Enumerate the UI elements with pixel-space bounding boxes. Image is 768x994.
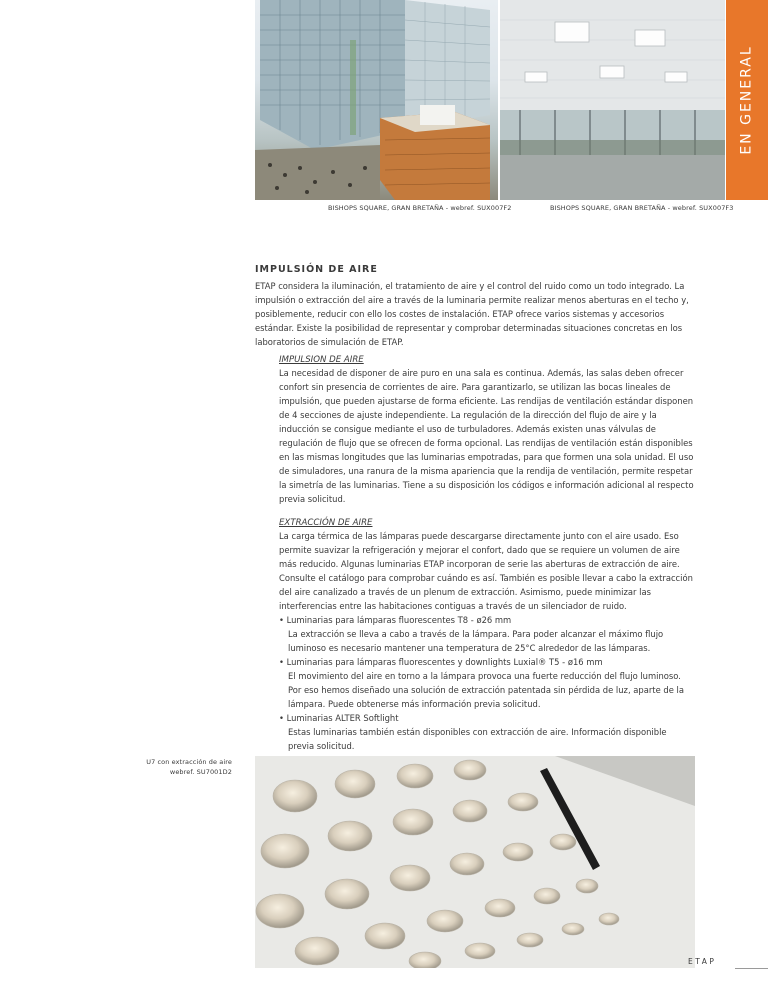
luminaire-illustration xyxy=(255,756,695,968)
luminaire-caption-line1: U7 con extracción de aire xyxy=(146,758,232,766)
footer-brand: ETAP xyxy=(688,957,717,966)
list-item-desc: La extracción se lleva a cabo a través de la lámpara. Para poder alcanzar el máximo flujo luminoso es necesario mantener una temperatura de 25°C alrededor de las lámparas. xyxy=(288,629,664,653)
footer-rule xyxy=(735,968,768,969)
office-interior-illustration xyxy=(500,0,725,200)
luminaire-caption-line2: webref. SU7001D2 xyxy=(169,768,232,776)
list-item-desc: El movimiento del aire en torno a la lámpara provoca una fuerte reducción del flujo luminoso. Por eso hemos diseñado una solución de extracción patentada sin pérdida de luz, aparte de la lámpara. Puede obtenerse más información previa solicitud. xyxy=(288,671,684,709)
list-item-title: • Luminarias para lámparas fluorescentes T8 - ø26 mm xyxy=(279,615,511,625)
section-title: IMPULSIÓN DE AIRE xyxy=(255,264,378,275)
luminaire-photo xyxy=(255,756,695,968)
list-item xyxy=(279,613,695,655)
impulsion-text: La necesidad de disponer de aire puro en una sala es continua. Además, las salas deben ofrecer confort sin presencia de corrientes de aire. Para garantizarlo, se utilizan las bocas lineales de impulsión, que pueden ajustarse de forma eficiente. Las rendijas de ventilación estándar disponen de 4 secciones de ajuste independiente. La regulación de la dirección del flujo de aire y la inducción se consigue mediante el uso de turbuladores. Además existen unas válvulas de regulación de flujo que se ofrecen de forma opcional. Las rendijas de ventilación están disponibles en las mismas longitudes que las luminarias empotradas, para que formen una sola unidad. El uso de simuladores, una ranura de la misma apariencia que la rendija de ventilación, permite respetar la simetría de las luminarias. Tiene a su disposición los códigos e información adicional al respecto previa solicitud. xyxy=(279,368,694,504)
building-illustration xyxy=(255,0,498,200)
list-item-title: • Luminarias ALTER Softlight xyxy=(279,713,399,723)
section-side-tab-label: EN GENERAL xyxy=(739,45,756,155)
section-intro: ETAP considera la iluminación, el tratamiento de aire y el control del ruido como un todo integrado. La impulsión o extracción del aire a través de la luminaria permite realizar menos aberturas en el techo y, posiblemente, reducir con ello los costes de instalación. ETAP ofrece varios sistemas y accesorios estándar. Existe la posibilidad de representar y comprobar determinadas situaciones concretas en los laboratorios de simulación de ETAP. xyxy=(255,281,689,347)
impulsion-title: IMPULSION DE AIRE xyxy=(279,355,364,365)
extraccion-title: EXTRACCIÓN DE AIRE xyxy=(279,518,373,528)
list-item-desc: Estas luminarias también están disponibles con extracción de aire. Información disponible previa solicitud. xyxy=(288,727,667,751)
building-photo xyxy=(255,0,498,200)
section-side-tab xyxy=(726,0,768,200)
extraccion-section xyxy=(279,518,695,753)
office-photo-caption: BISHOPS SQUARE, GRAN BRETAÑA - webref. SUX007F3 xyxy=(550,204,734,212)
building-photo-caption: BISHOPS SQUARE, GRAN BRETAÑA - webref. SUX007F2 xyxy=(328,204,512,212)
main-section xyxy=(255,264,705,349)
office-interior-photo xyxy=(500,0,725,200)
extraccion-list xyxy=(279,613,695,753)
list-item-title: • Luminarias para lámparas fluorescentes y downlights Luxial® T5 - ø16 mm xyxy=(279,657,603,667)
luminaire-photo-caption xyxy=(120,757,232,777)
impulsion-section xyxy=(279,355,695,506)
list-item xyxy=(279,711,695,753)
list-item xyxy=(279,655,695,711)
extraccion-text: La carga térmica de las lámparas puede descargarse directamente junto con el aire usado. Eso permite suavizar la refrigeración y mejorar el confort, dado que se requiere un volumen de aire más reducido. Algunas luminarias ETAP incorporan de serie las aberturas de extracción de aire. Consulte el catálogo para comprobar cuándo es así. También es posible llevar a cabo la extracción del aire canalizado a través de un plenum de extracción. Asimismo, puede minimizar las interferencias entre las habitaciones contiguas a través de un silenciador de ruido. xyxy=(279,531,693,611)
